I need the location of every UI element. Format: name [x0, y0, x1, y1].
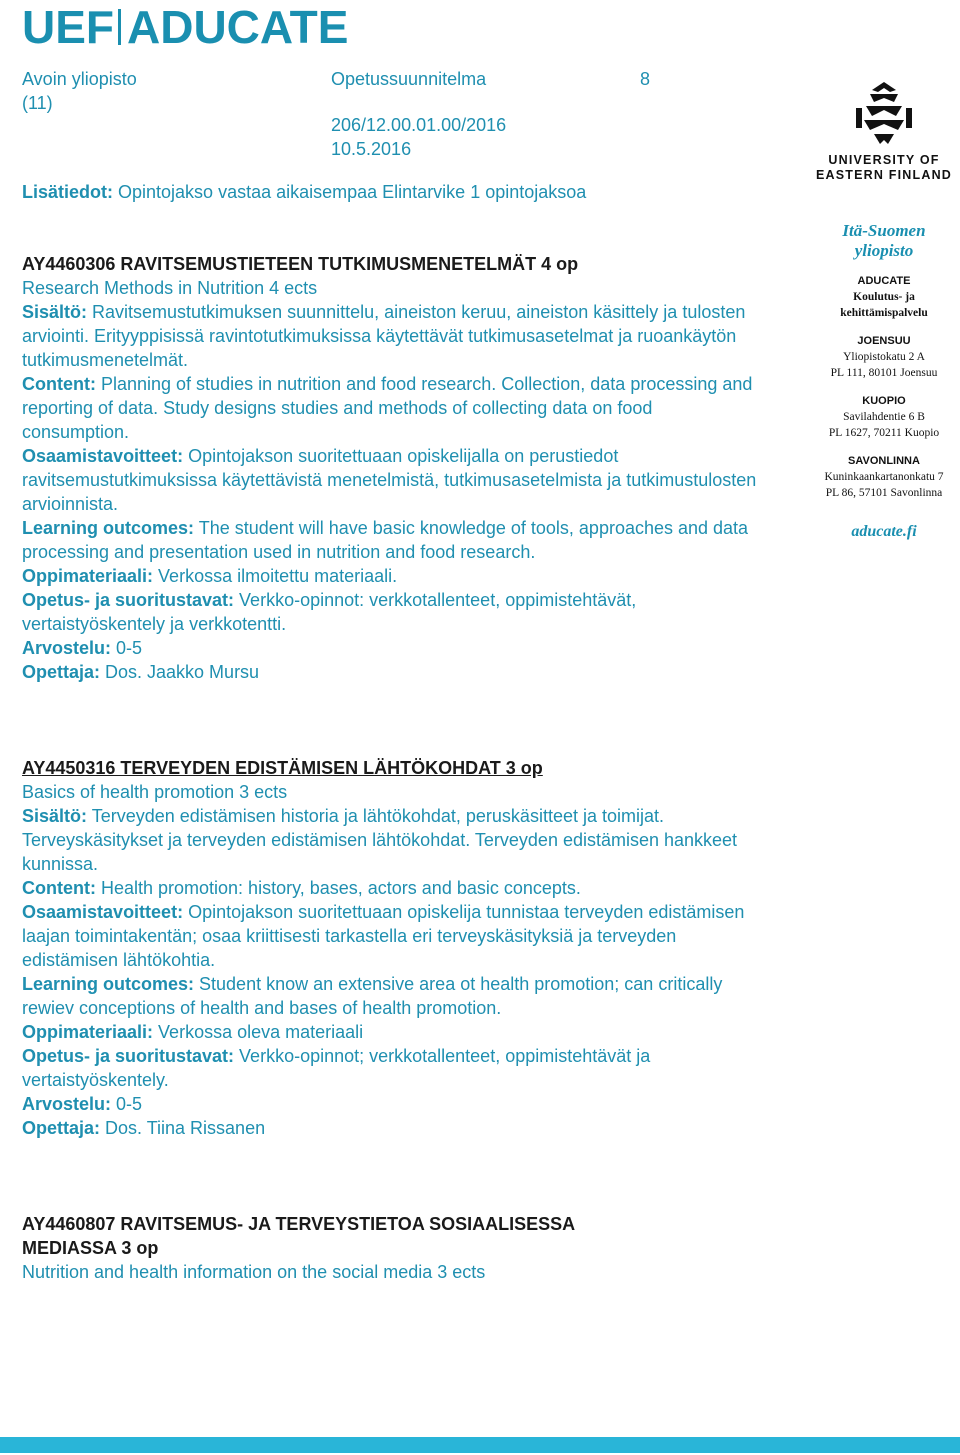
opetus-text: Verkko-opinnot: verkkotallenteet, oppimistehtävät, vertaistyöskentely ja verkkotentti. — [22, 590, 637, 634]
brand-aducate: ADUCATE — [127, 1, 349, 53]
sisalto-label: Sisältö: — [22, 806, 88, 826]
header-doc-type: Opetussuunnitelma — [331, 69, 487, 89]
sisalto-row — [22, 300, 762, 372]
oppi-row — [22, 564, 762, 588]
arvo-text: 0-5 — [111, 1094, 143, 1114]
learning-label: Learning outcomes: — [22, 974, 195, 994]
osaamis-label: Osaamistavoitteet: — [22, 446, 184, 466]
ita-suomen-line1: Itä-Suomen — [842, 221, 926, 240]
ita-suomen-line2: yliopisto — [854, 241, 914, 260]
brand-separator — [118, 9, 121, 45]
brand-logo — [22, 2, 348, 52]
header-doc-code: 206/12.00.01.00/2016 — [331, 115, 507, 135]
course-1 — [22, 252, 762, 684]
sisalto-text: Ravitsemustutkimuksen suunnittelu, aineiston keruu, aineiston käsittely ja tulosten arviointi. Erityyppisissä ravintotutkimuksissa käytettävät tutkimusasetelmat ja ruoankäytön tutkimusmenetelmät. — [22, 302, 746, 370]
sidebar-kuopio: KUOPIO — [862, 395, 906, 407]
course-2 — [22, 756, 762, 1140]
osaamis-text: Opintojakson suoritettuaan opiskelija tunnistaa terveyden edistämisen laajan toimintakentän; osaa kriittisesti tarkastella eri terveyskäsityksiä ja terveyden edistämisen lähtökohtia. — [22, 902, 745, 970]
uef-crest-icon — [844, 80, 924, 148]
content-text: Planning of studies in nutrition and food research. Collection, data processing and reporting of data. Study designs studies and methods of collecting data on food consumption. — [22, 374, 753, 442]
info-line — [22, 180, 762, 204]
sidebar — [810, 80, 958, 541]
opettaja-label: Opettaja: — [22, 662, 101, 682]
info-label: Lisätiedot: — [22, 182, 114, 202]
opetus-label: Opetus- ja suoritustavat: — [22, 590, 235, 610]
oppi-text: Verkossa oleva materiaali — [153, 1022, 364, 1042]
arvo-label: Arvostelu: — [22, 1094, 112, 1114]
oppi-row — [22, 1020, 762, 1044]
university-name-line1: UNIVERSITY OF — [828, 153, 940, 167]
joensuu-address-1: Yliopistokatu 2 A — [843, 351, 925, 363]
header-page-number: 8 — [640, 69, 651, 89]
header-date: 10.5.2016 — [331, 139, 412, 159]
sisalto-row — [22, 804, 762, 876]
website-link[interactable]: aducate.fi — [851, 523, 917, 540]
header-pages: (11) — [22, 93, 53, 113]
spacer — [22, 204, 762, 252]
header-org: Avoin yliopisto — [22, 69, 137, 89]
sisalto-label: Sisältö: — [22, 302, 88, 322]
sidebar-aducate: ADUCATE — [857, 275, 911, 287]
arvo-row — [22, 1092, 762, 1116]
content-label: Content: — [22, 374, 96, 394]
course-subtitle: Basics of health promotion 3 ects — [22, 782, 288, 802]
content-row — [22, 372, 762, 444]
course-title: AY4450316 TERVEYDEN EDISTÄMISEN LÄHTÖKOHDAT 3 op — [22, 758, 543, 778]
opetus-row — [22, 588, 762, 636]
sidebar-aducate-sub1: Koulutus- ja — [853, 291, 915, 303]
learning-row — [22, 972, 762, 1020]
learning-text: The student will have basic knowledge of tools, approaches and data processing and presentation used in nutrition and food research. — [22, 518, 749, 562]
sidebar-joensuu: JOENSUU — [857, 335, 911, 347]
opetus-label: Opetus- ja suoritustavat: — [22, 1046, 235, 1066]
arvo-label: Arvostelu: — [22, 638, 112, 658]
kuopio-address-2: PL 1627, 70211 Kuopio — [828, 427, 940, 439]
opetus-row — [22, 1044, 762, 1092]
joensuu-address-2: PL 111, 80101 Joensuu — [830, 367, 938, 379]
content-label: Content: — [22, 878, 96, 898]
spacer — [22, 1140, 762, 1212]
opettaja-label: Opettaja: — [22, 1118, 101, 1138]
opetus-text: Verkko-opinnot; verkkotallenteet, oppimistehtävät ja vertaistyöskentely. — [22, 1046, 651, 1090]
opettaja-text: Dos. Jaakko Mursu — [100, 662, 260, 682]
oppi-text: Verkossa ilmoitettu materiaali. — [153, 566, 398, 586]
sidebar-savonlinna: SAVONLINNA — [848, 455, 920, 467]
learning-text: Student know an extensive area ot health promotion; can critically rewiev conceptions of health and bases of health promotion. — [22, 974, 723, 1018]
arvo-row — [22, 636, 762, 660]
oppi-label: Oppimateriaali: — [22, 566, 154, 586]
opettaja-text: Dos. Tiina Rissanen — [100, 1118, 266, 1138]
spacer — [810, 183, 958, 221]
savonlinna-address-1: Kuninkaankartanonkatu 7 — [824, 471, 944, 483]
kuopio-address-1: Savilahdentie 6 B — [843, 411, 925, 423]
osaamis-text: Opintojakson suoritettuaan opiskelijalla on perustiedot ravitsemustutkimuksissa käytettävistä menetelmistä, tutkimusasetelmista ja tutkimustulosten arvioinnista. — [22, 446, 757, 514]
course-title: AY4460306 RAVITSEMUSTIETEEN TUTKIMUSMENETELMÄT 4 op — [22, 254, 579, 274]
osaamis-row — [22, 900, 762, 972]
savonlinna-address-2: PL 86, 57101 Savonlinna — [825, 487, 943, 499]
brand-uef: UEF — [22, 1, 114, 53]
opettaja-row — [22, 660, 762, 684]
learning-row — [22, 516, 762, 564]
content-text: Health promotion: history, bases, actors and basic concepts. — [95, 878, 581, 898]
sidebar-aducate-sub2: kehittämispalvelu — [840, 307, 928, 319]
course-title-line1: AY4460807 RAVITSEMUS- JA TERVEYSTIETOA SOSIAALISESSA — [22, 1214, 576, 1234]
footer-bar — [0, 1437, 960, 1453]
opettaja-row — [22, 1116, 762, 1140]
course-title-line2: MEDIASSA 3 op — [22, 1238, 159, 1258]
spacer — [22, 684, 762, 756]
osaamis-row — [22, 444, 762, 516]
main-content — [22, 180, 762, 1284]
course-3 — [22, 1212, 762, 1284]
course-subtitle: Research Methods in Nutrition 4 ects — [22, 278, 318, 298]
info-text: Opintojakso vastaa aikaisempaa Elintarvike 1 opintojaksoa — [113, 182, 587, 202]
learning-label: Learning outcomes: — [22, 518, 195, 538]
university-name-line2: EASTERN FINLAND — [815, 168, 953, 182]
arvo-text: 0-5 — [111, 638, 143, 658]
osaamis-label: Osaamistavoitteet: — [22, 902, 184, 922]
oppi-label: Oppimateriaali: — [22, 1022, 154, 1042]
content-row — [22, 876, 762, 900]
sisalto-text: Terveyden edistämisen historia ja lähtökohdat, peruskäsitteet ja toimijat. Terveyskäsitykset ja terveyden edistämisen lähtökohdat. Terveyden edistämisen hankkeet kunnissa. — [22, 806, 738, 874]
course-subtitle: Nutrition and health information on the social media 3 ects — [22, 1262, 486, 1282]
